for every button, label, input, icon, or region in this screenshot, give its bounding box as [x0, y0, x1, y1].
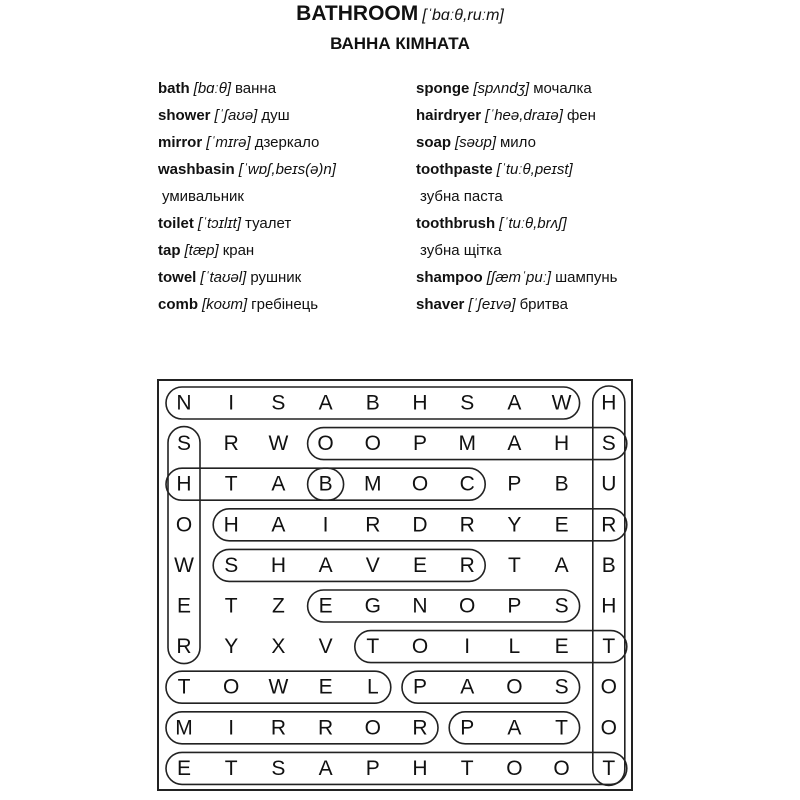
- grid-letter: H: [601, 594, 617, 618]
- grid-letter: O: [411, 635, 429, 659]
- grid-letter: H: [601, 391, 617, 415]
- grid-letter: U: [601, 472, 617, 496]
- vocab-transcription: [ʃæmˈpuː]: [486, 269, 552, 286]
- grid-letter: W: [174, 553, 194, 577]
- grid-letter: Y: [224, 635, 239, 659]
- vocab-translation: зубна паста: [420, 188, 503, 205]
- vocab-translation: ванна: [235, 80, 277, 97]
- grid-letter: S: [601, 432, 616, 456]
- grid-letter: B: [365, 391, 380, 415]
- grid-letter: X: [271, 635, 286, 659]
- vocab-entry: [158, 132, 336, 159]
- grid-letter: R: [412, 716, 428, 740]
- grid-letter: T: [224, 756, 238, 780]
- grid-letter: E: [176, 594, 192, 618]
- grid-letter: I: [322, 513, 329, 537]
- grid-letter: O: [600, 716, 617, 740]
- vocab-entry: [416, 294, 617, 321]
- vocab-transcription: [ˈmɪrə]: [206, 134, 251, 151]
- vocab-transcription: [ˈtaʊəl]: [200, 269, 247, 286]
- page-title: [0, 2, 800, 26]
- vocab-word: mirror: [158, 134, 203, 151]
- grid-letter: Z: [271, 594, 285, 618]
- answer-loop-soap: [402, 671, 580, 703]
- vocab-entry: [416, 186, 617, 213]
- vocab-list-right: [416, 78, 617, 321]
- vocab-transcription: [ˈwɒʃ,beɪs(ə)n]: [238, 161, 336, 178]
- grid-letter: T: [555, 716, 569, 740]
- grid-letter: H: [554, 432, 570, 456]
- grid-letter: O: [411, 472, 429, 496]
- grid-letter: W: [268, 675, 289, 699]
- answer-loop-shaver: [213, 549, 485, 581]
- grid-letter: O: [364, 432, 381, 456]
- grid-letter: O: [364, 716, 381, 740]
- vocab-word: washbasin: [158, 161, 235, 178]
- vocab-translation: бритва: [519, 296, 568, 313]
- vocab-translation: мочалка: [533, 80, 592, 97]
- vocab-translation: дзеркало: [254, 134, 320, 151]
- grid-letter: V: [365, 553, 380, 577]
- vocab-transcription: [səʊp]: [455, 134, 496, 151]
- grid-letter: O: [223, 675, 240, 699]
- vocab-entry: [158, 294, 336, 321]
- grid-letter: R: [365, 513, 381, 537]
- word-search-grid: [157, 379, 633, 791]
- grid-letter: O: [553, 756, 570, 780]
- grid-letter: S: [176, 432, 192, 456]
- answer-loop-shower: [168, 427, 200, 664]
- page-subtitle: ВАННА КІМНАТА: [330, 34, 470, 53]
- grid-letter: T: [177, 675, 191, 699]
- grid-letter: D: [412, 513, 428, 537]
- grid-letter: P: [412, 432, 428, 456]
- grid-letter: I: [464, 635, 471, 659]
- grid-letter: R: [601, 513, 617, 537]
- grid-letter: H: [412, 756, 428, 780]
- vocab-transcription: [ˈʃeɪvə]: [468, 296, 516, 313]
- answer-loop-comb: [308, 468, 486, 500]
- answer-loop-sponge: [308, 590, 580, 622]
- grid-letter: L: [508, 635, 521, 659]
- grid-letter: P: [507, 472, 522, 496]
- vocab-transcription: [ˈtɔɪlɪt]: [197, 215, 242, 232]
- vocab-entry: [158, 105, 336, 132]
- vocab-word: towel: [158, 269, 197, 286]
- grid-letter: S: [224, 553, 239, 577]
- vocab-translation: кран: [222, 242, 255, 259]
- grid-letter: E: [554, 513, 569, 537]
- answer-loop-bath: [166, 468, 344, 500]
- vocab-word: shower: [158, 107, 211, 124]
- vocab-transcription: [ˈtuːθ,brʌʃ]: [499, 215, 567, 232]
- title-word: BATHROOM: [296, 2, 419, 25]
- vocab-entry: [416, 267, 617, 294]
- grid-letter: O: [175, 513, 193, 537]
- vocab-entry: [416, 105, 617, 132]
- vocab-word: tap: [158, 242, 181, 259]
- grid-letter: O: [506, 756, 523, 780]
- vocab-entry: [416, 240, 617, 267]
- grid-letter: T: [224, 594, 238, 618]
- vocab-word: toothbrush: [416, 215, 496, 232]
- grid-letter: T: [602, 756, 616, 780]
- grid-letter: T: [602, 635, 616, 659]
- grid-letter: W: [551, 391, 572, 415]
- vocab-entry: [416, 78, 617, 105]
- vocab-transcription: [tæp]: [184, 242, 219, 259]
- vocab-word: shampoo: [416, 269, 483, 286]
- grid-letter: R: [176, 635, 192, 659]
- grid-letter: S: [460, 391, 475, 415]
- grid-letter: M: [175, 716, 193, 740]
- grid-letter: W: [268, 432, 289, 456]
- vocab-transcription: [ˈʃaʊə]: [214, 107, 258, 124]
- answer-loop-toilet: [355, 631, 627, 663]
- grid-letter: P: [507, 594, 522, 618]
- vocab-word: shaver: [416, 296, 465, 313]
- vocab-transcription: [ˈtuːθ,peɪst]: [496, 161, 573, 178]
- grid-letter: E: [554, 635, 569, 659]
- grid-letter: S: [271, 756, 286, 780]
- grid-letter: A: [271, 472, 286, 496]
- vocab-transcription: [koʊm]: [202, 296, 248, 313]
- vocab-entry: [158, 186, 336, 213]
- grid-letter: A: [460, 675, 475, 699]
- grid-letter: S: [271, 391, 286, 415]
- vocab-entry: [158, 213, 336, 240]
- grid-letter: T: [460, 756, 474, 780]
- word-search-svg: [159, 381, 631, 789]
- vocab-transcription: [ˈheə,draɪə]: [485, 107, 563, 124]
- grid-letter: H: [223, 513, 239, 537]
- vocab-translation: душ: [261, 107, 290, 124]
- vocab-word: comb: [158, 296, 199, 313]
- grid-letter: S: [554, 675, 569, 699]
- grid-letter: R: [459, 553, 475, 577]
- vocab-entry: [158, 267, 336, 294]
- grid-letter: O: [317, 432, 334, 456]
- vocab-word: toothpaste: [416, 161, 493, 178]
- vocab-translation: мило: [499, 134, 536, 151]
- grid-letter: B: [601, 553, 616, 577]
- grid-letter: T: [224, 472, 238, 496]
- grid-letter: E: [318, 675, 333, 699]
- grid-letter: C: [459, 472, 475, 496]
- grid-letter: B: [554, 472, 569, 496]
- grid-letter: V: [318, 635, 333, 659]
- vocab-entry: [158, 159, 336, 186]
- grid-letter: H: [412, 391, 428, 415]
- vocab-translation: зубна щітка: [420, 242, 502, 259]
- grid-letter: M: [364, 472, 382, 496]
- grid-letter: R: [270, 716, 286, 740]
- grid-letter: H: [176, 472, 192, 496]
- grid-letter: I: [228, 716, 235, 740]
- grid-letter: A: [318, 553, 333, 577]
- grid-letter: A: [318, 391, 333, 415]
- grid-letter: A: [318, 756, 333, 780]
- grid-letter: A: [271, 513, 286, 537]
- vocab-translation: фен: [566, 107, 596, 124]
- grid-letter: S: [554, 594, 569, 618]
- grid-letter: O: [506, 675, 523, 699]
- grid-letter: P: [460, 716, 475, 740]
- grid-letter: T: [366, 635, 380, 659]
- grid-letter: A: [507, 391, 522, 415]
- vocab-word: bath: [158, 80, 190, 97]
- title-transcription: [ˈbɑːθ,ruːm]: [422, 7, 504, 24]
- grid-letter: H: [270, 553, 286, 577]
- grid-letter: P: [365, 756, 380, 780]
- vocab-entry: [416, 159, 617, 186]
- vocab-word: hairdryer: [416, 107, 482, 124]
- grid-letter: O: [459, 594, 476, 618]
- vocab-entry: [416, 213, 617, 240]
- vocab-entry: [416, 132, 617, 159]
- grid-letter: P: [412, 675, 428, 699]
- grid-letter: L: [366, 675, 379, 699]
- vocab-word: soap: [416, 134, 452, 151]
- vocab-word: toilet: [158, 215, 194, 232]
- vocab-entry: [158, 78, 336, 105]
- vocab-translation: умивальник: [162, 188, 244, 205]
- vocab-transcription: [bɑːθ]: [193, 80, 231, 97]
- grid-letter: T: [507, 553, 521, 577]
- grid-letter: Y: [507, 513, 522, 537]
- grid-letter: B: [318, 472, 333, 496]
- grid-letter: R: [459, 513, 475, 537]
- grid-letter: A: [507, 716, 522, 740]
- grid-letter: I: [228, 391, 235, 415]
- vocab-transcription: [spʌndʒ]: [473, 80, 530, 97]
- grid-letter: E: [318, 594, 333, 618]
- grid-letter: N: [176, 391, 192, 415]
- vocab-translation: шампунь: [555, 269, 618, 286]
- vocab-entry: [158, 240, 336, 267]
- vocab-translation: рушник: [250, 269, 302, 286]
- vocab-translation: гребінець: [251, 296, 319, 313]
- grid-letter: E: [412, 553, 428, 577]
- grid-letter: A: [554, 553, 569, 577]
- grid-letter: O: [600, 675, 617, 699]
- grid-letter: R: [223, 432, 239, 456]
- grid-letter: E: [176, 756, 192, 780]
- vocab-translation: туалет: [245, 215, 292, 232]
- grid-letter: N: [412, 594, 428, 618]
- grid-letter: A: [507, 432, 522, 456]
- grid-letter: G: [364, 594, 381, 618]
- answer-loop-mirror: [166, 712, 438, 744]
- grid-letter: R: [318, 716, 334, 740]
- vocab-word: sponge: [416, 80, 470, 97]
- grid-letter: M: [458, 432, 476, 456]
- vocab-list-left: [158, 78, 336, 321]
